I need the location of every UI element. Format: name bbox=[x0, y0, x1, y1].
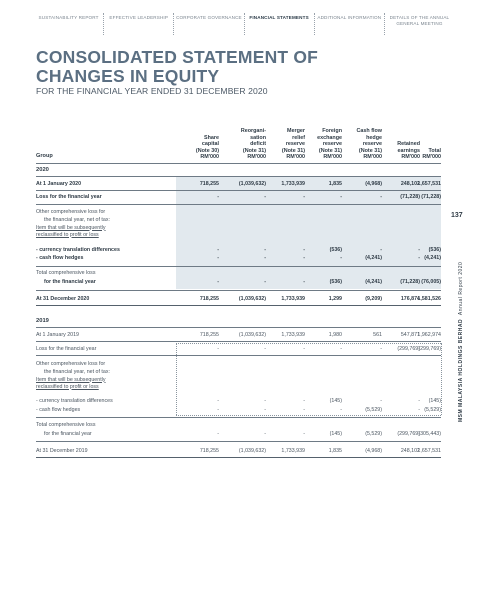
row-rule bbox=[36, 417, 441, 418]
column-header-line: (Note 31) bbox=[318, 147, 342, 154]
cell-value: 561 bbox=[373, 331, 382, 338]
cell-value: - bbox=[217, 397, 219, 404]
column-header-line: RM'000 bbox=[247, 154, 266, 161]
cell-value: - bbox=[303, 246, 305, 253]
cell-value: 1,657,531 bbox=[417, 447, 441, 454]
column-header-line: exchange bbox=[317, 134, 342, 141]
column-header-line: RM'000 bbox=[323, 154, 342, 161]
cell-value: - bbox=[264, 397, 266, 404]
cell-value: (305,443) bbox=[418, 430, 441, 437]
cell-value: - bbox=[264, 193, 266, 200]
cell-value: (5,529) bbox=[424, 406, 441, 413]
column-header-line: (Note 31) bbox=[242, 147, 266, 154]
column-header-line: (Note 31) bbox=[281, 147, 305, 154]
cell-value: (145) bbox=[329, 397, 342, 404]
cell-value: - bbox=[264, 246, 266, 253]
cell-value: (299,769) bbox=[397, 430, 420, 437]
cell-value: - bbox=[303, 397, 305, 404]
column-header-line: reserve bbox=[322, 141, 342, 148]
row-2020-row bbox=[36, 254, 441, 263]
row-label: - currency translation differences bbox=[36, 397, 113, 404]
row-2019-row bbox=[36, 421, 441, 430]
row-2020-row bbox=[36, 269, 441, 278]
cell-value: (9,209) bbox=[365, 295, 382, 302]
cell-value: (536) bbox=[329, 278, 342, 285]
row-2020-row bbox=[36, 231, 441, 240]
cell-value: - bbox=[303, 278, 305, 285]
row-label: At 31 December 2020 bbox=[36, 295, 90, 302]
header-rule bbox=[36, 163, 441, 164]
column-header-line: (Note 31) bbox=[358, 147, 382, 154]
row-label: Loss for the financial year bbox=[36, 345, 97, 352]
row-2020-row bbox=[36, 180, 441, 189]
dotted-box-edge bbox=[176, 343, 441, 344]
cell-value: (4,968) bbox=[365, 447, 382, 454]
row-label: Other comprehensive loss for bbox=[36, 360, 106, 367]
cell-value: - bbox=[380, 193, 382, 200]
cell-value: (536) bbox=[329, 246, 342, 253]
cell-value: (71,228) bbox=[400, 278, 420, 285]
page-title bbox=[36, 48, 318, 85]
cell-value: - bbox=[418, 397, 420, 404]
column-header-line: RM'000 bbox=[363, 154, 382, 161]
cell-value: - bbox=[303, 254, 305, 261]
cell-value: - bbox=[303, 406, 305, 413]
column-header-line: (Note 30) bbox=[195, 147, 219, 154]
row-2020-row bbox=[36, 295, 441, 304]
cell-value: 718,255 bbox=[199, 447, 219, 454]
row-2020-row bbox=[36, 278, 441, 287]
row-label: reclassified to profit or loss bbox=[36, 231, 99, 238]
column-header-line: hedge bbox=[366, 134, 382, 141]
cell-value: - bbox=[303, 345, 305, 352]
column-header-line: earnings bbox=[397, 147, 420, 154]
cell-value: - bbox=[303, 430, 305, 437]
row-rule bbox=[36, 355, 441, 356]
column-header bbox=[317, 128, 342, 161]
row-label: At 1 January 2019 bbox=[36, 331, 79, 338]
cell-value: (4,968) bbox=[365, 180, 382, 187]
cell-value: (71,228) bbox=[400, 193, 420, 200]
cell-value: - bbox=[340, 193, 342, 200]
side-running-title bbox=[458, 262, 464, 422]
cell-value: 547,871 bbox=[400, 331, 420, 338]
top-navigation bbox=[34, 13, 454, 37]
row-label: for the financial year bbox=[44, 430, 92, 437]
column-header bbox=[282, 128, 305, 161]
cell-value: - bbox=[264, 254, 266, 261]
page-title-line-1: CONSOLIDATED STATEMENT OF bbox=[36, 47, 319, 67]
column-header-line: Foreign bbox=[322, 128, 342, 134]
cell-value: (4,241) bbox=[424, 254, 441, 261]
column-header-line: Share bbox=[204, 134, 219, 141]
side-report-name: Annual Report 2020 bbox=[458, 261, 464, 316]
row-label: Item that will be subsequently bbox=[36, 224, 106, 231]
column-header-line: Retained bbox=[397, 141, 420, 148]
cell-value: 718,255 bbox=[199, 331, 219, 338]
cell-value: 1,299 bbox=[328, 295, 342, 302]
side-company-name: MSM MALAYSIA HOLDINGS BERHAD bbox=[458, 318, 464, 422]
cell-value: - bbox=[217, 278, 219, 285]
cell-value: - bbox=[380, 397, 382, 404]
year-heading-2020: 2020 bbox=[36, 167, 49, 173]
cell-value: - bbox=[217, 345, 219, 352]
cell-value: 1,980 bbox=[328, 331, 342, 338]
row-rule bbox=[36, 204, 441, 205]
row-2020-row bbox=[36, 193, 441, 202]
cell-value: (76,005) bbox=[421, 278, 441, 285]
cell-value: - bbox=[340, 254, 342, 261]
cell-value: - bbox=[380, 246, 382, 253]
cell-value: - bbox=[264, 406, 266, 413]
cell-value: - bbox=[264, 345, 266, 352]
row-rule bbox=[36, 341, 441, 342]
column-header bbox=[196, 135, 219, 161]
nav-financial-statements[interactable]: FINANCIAL STATEMENTS bbox=[249, 15, 309, 20]
nav-sustainability-report[interactable]: SUSTAINABILITY REPORT bbox=[38, 15, 99, 20]
column-header-line: Cash flow bbox=[356, 128, 382, 134]
column-header bbox=[357, 128, 382, 161]
cell-value: 1,835 bbox=[328, 180, 342, 187]
cell-value: 1,657,531 bbox=[417, 180, 441, 187]
column-header bbox=[241, 128, 266, 161]
column-header-line: deficit bbox=[250, 141, 266, 148]
column-header-line: RM'000 bbox=[401, 154, 420, 161]
row-rule bbox=[36, 290, 441, 291]
row-label: for the financial year bbox=[44, 278, 96, 285]
cell-value: 248,102 bbox=[400, 180, 420, 187]
cell-value: (299,769) bbox=[397, 345, 420, 352]
cell-value: (4,241) bbox=[365, 254, 382, 261]
row-label: At 31 December 2019 bbox=[36, 447, 88, 454]
column-header-line: RM'000 bbox=[200, 154, 219, 161]
row-2019-row bbox=[36, 331, 441, 340]
row-2019-row bbox=[36, 345, 441, 354]
group-label: Group bbox=[36, 153, 53, 159]
cell-value: (5,529) bbox=[365, 430, 382, 437]
row-label: Other comprehensive loss for bbox=[36, 208, 106, 215]
column-header bbox=[397, 141, 420, 161]
page-number: 137 bbox=[451, 212, 463, 219]
cell-value: 176,874 bbox=[400, 295, 420, 302]
cell-value: (1,039,632) bbox=[238, 295, 266, 302]
dotted-box-edge bbox=[176, 415, 441, 416]
total-rule bbox=[36, 457, 441, 458]
cell-value: - bbox=[217, 406, 219, 413]
cell-value: (145) bbox=[329, 430, 342, 437]
cell-value: 1,733,939 bbox=[281, 295, 305, 302]
cell-value: - bbox=[217, 430, 219, 437]
dotted-box-edge bbox=[176, 343, 177, 415]
column-header-line: Merger bbox=[287, 128, 305, 134]
cell-value: - bbox=[264, 278, 266, 285]
cell-value: 1,581,526 bbox=[417, 295, 441, 302]
cell-value: - bbox=[340, 406, 342, 413]
row-label: the financial year, net of tax: bbox=[44, 216, 110, 223]
cell-value: - bbox=[264, 430, 266, 437]
row-rule bbox=[36, 266, 441, 267]
row-label: - cash flow hedges bbox=[36, 254, 84, 261]
cell-value: (145) bbox=[428, 397, 441, 404]
cell-value: - bbox=[217, 193, 219, 200]
column-header-line: capital bbox=[201, 141, 219, 148]
cell-value: - bbox=[217, 246, 219, 253]
dotted-box-edge bbox=[441, 343, 442, 415]
row-label: reclassified to profit or loss bbox=[36, 383, 99, 390]
row-rule bbox=[36, 190, 441, 191]
cell-value: (299,769) bbox=[418, 345, 441, 352]
year-rule bbox=[36, 327, 441, 328]
column-header-line: RM'000 bbox=[286, 154, 305, 161]
nav-details-agm[interactable]: DETAILS OF THE ANNUAL GENERAL MEETING bbox=[389, 15, 450, 26]
cell-value: 718,255 bbox=[199, 295, 219, 302]
row-label: Loss for the financial year bbox=[36, 193, 102, 200]
row-rule bbox=[36, 441, 441, 442]
cell-value: 1,733,939 bbox=[281, 331, 305, 338]
cell-value: 1,962,974 bbox=[417, 331, 441, 338]
row-label: - currency translation differences bbox=[36, 246, 120, 253]
row-2019-row bbox=[36, 447, 441, 456]
cell-value: - bbox=[217, 254, 219, 261]
cell-value: - bbox=[418, 406, 420, 413]
year-heading-2019: 2019 bbox=[36, 318, 49, 324]
cell-value: 718,255 bbox=[199, 180, 219, 187]
column-header-line: Reorgani- bbox=[240, 128, 266, 134]
nav-effective-leadership[interactable]: EFFECTIVE LEADERSHIP bbox=[109, 15, 169, 20]
cell-value: (71,228) bbox=[421, 193, 441, 200]
cell-value: 1,733,939 bbox=[281, 447, 305, 454]
cell-value: (1,039,632) bbox=[238, 447, 266, 454]
row-label: - cash flow hedges bbox=[36, 406, 81, 413]
nav-corporate-governance[interactable]: CORPORATE GOVERNANCE bbox=[176, 15, 242, 20]
column-header-line: sation bbox=[250, 134, 266, 141]
row-label: At 1 January 2020 bbox=[36, 180, 82, 187]
cell-value: (1,039,632) bbox=[238, 180, 266, 187]
year-rule bbox=[36, 176, 441, 177]
nav-additional-information[interactable]: ADDITIONAL INFORMATION bbox=[317, 15, 382, 20]
page-title-line-2: CHANGES IN EQUITY bbox=[36, 65, 220, 86]
row-label: Item that will be subsequently bbox=[36, 376, 106, 383]
cell-value: - bbox=[418, 246, 420, 253]
row-2019-row bbox=[36, 406, 441, 415]
column-header-line: reserve bbox=[285, 141, 305, 148]
cell-value: 248,102 bbox=[400, 447, 420, 454]
row-2019-row bbox=[36, 430, 441, 439]
cell-value: (4,241) bbox=[365, 278, 382, 285]
cell-value: - bbox=[418, 254, 420, 261]
cell-value: - bbox=[303, 193, 305, 200]
cell-value: (1,039,632) bbox=[238, 331, 266, 338]
cell-value: - bbox=[380, 345, 382, 352]
cell-value: 1,733,939 bbox=[281, 180, 305, 187]
total-rule bbox=[36, 305, 441, 306]
column-header-line: relief bbox=[292, 134, 305, 141]
cell-value: - bbox=[340, 345, 342, 352]
cell-value: (5,529) bbox=[365, 406, 382, 413]
cell-value: (536) bbox=[428, 246, 441, 253]
column-header-line: Total bbox=[428, 147, 441, 154]
row-label: Total comprehensive loss bbox=[36, 269, 96, 276]
column-header-line: reserve bbox=[362, 141, 382, 148]
column-header-line: RM'000 bbox=[422, 154, 441, 161]
cell-value: 1,835 bbox=[328, 447, 342, 454]
column-header bbox=[422, 148, 441, 161]
row-2019-row bbox=[36, 397, 441, 406]
row-label: Total comprehensive loss bbox=[36, 421, 96, 428]
row-2019-row bbox=[36, 383, 441, 392]
page-subtitle: FOR THE FINANCIAL YEAR ENDED 31 DECEMBER 2020 bbox=[36, 86, 268, 96]
row-label: the financial year, net of tax: bbox=[44, 368, 110, 375]
